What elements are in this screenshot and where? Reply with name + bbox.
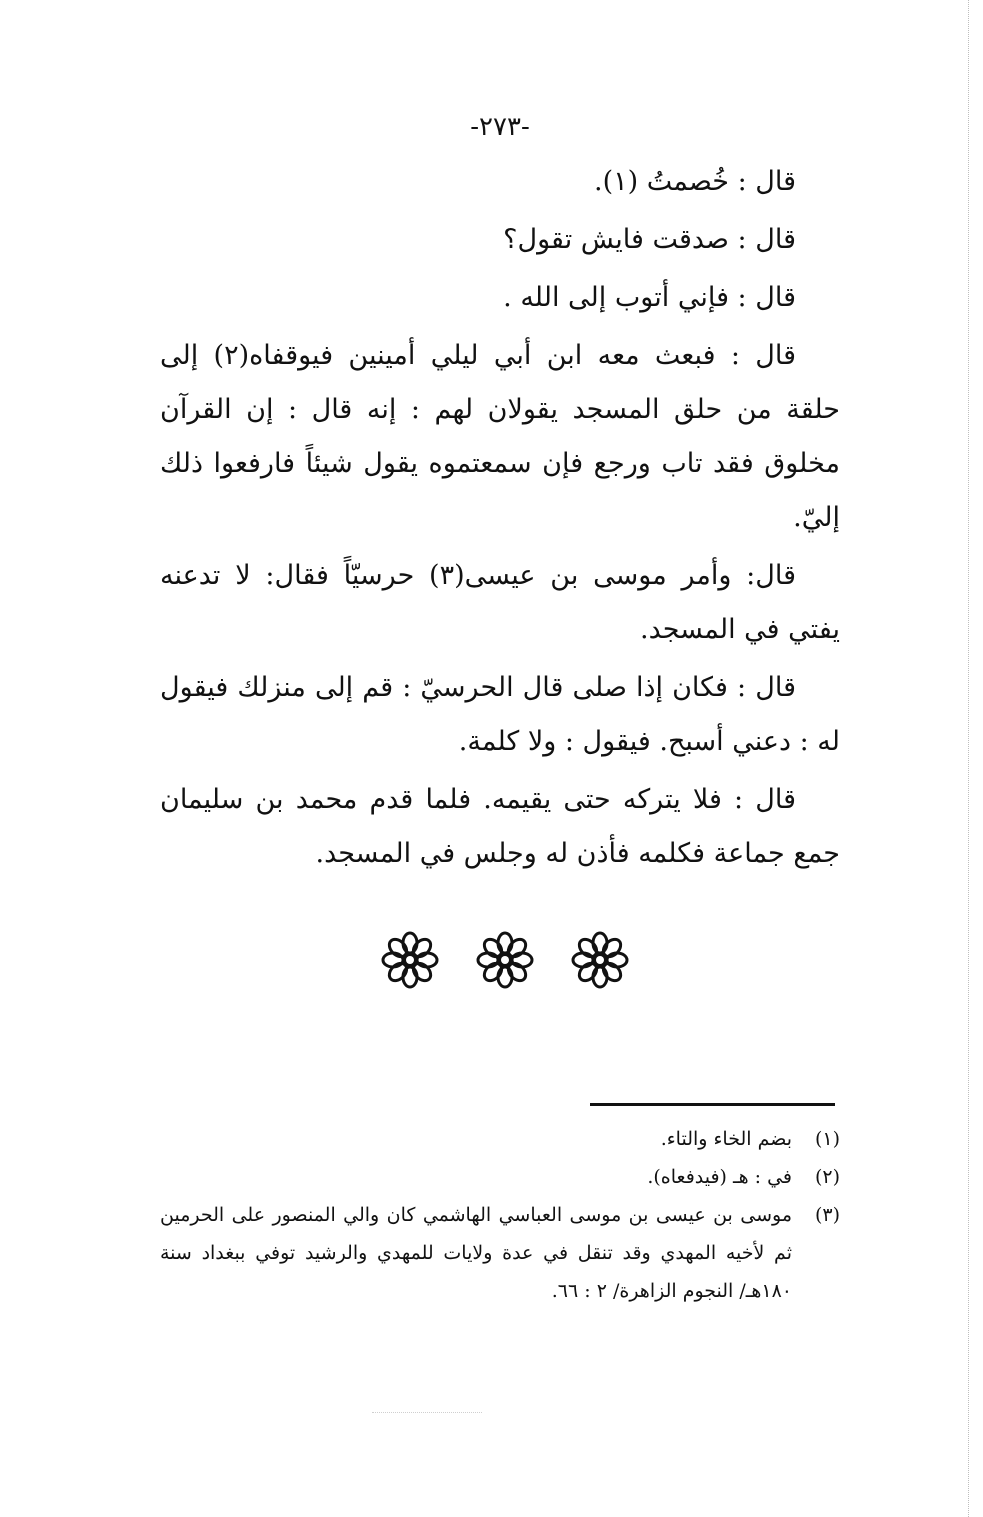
flower-ornament-icon (380, 930, 440, 990)
page-number: -٢٧٣- (470, 112, 530, 142)
paragraph-4: قال : فبعث معه ابن أبي ليلي أمينين فيوقفاه(٢) إلى حلقة من حلق المسجد يقولان لهم : إنه قال : إن القرآن مخلوق فقد تاب ورجع فإن سمعتموه يقول شيئاً فارفعوا ذلك إليّ. (160, 340, 840, 533)
footnote-divider (590, 1103, 835, 1106)
paragraph-2: قال : صدقت فايش تقول؟ (503, 224, 796, 255)
footnote-text: في : هـ (فيدفعاه). (647, 1166, 792, 1188)
scan-smudge (372, 1412, 482, 1413)
footnote-number: (١) (814, 1128, 840, 1150)
footnote-number: (٣) (814, 1204, 840, 1226)
footnote-text: بضم الخاء والتاء. (660, 1128, 792, 1150)
flower-ornament-icon (570, 930, 630, 990)
paragraph-1: قال : خُصمتُ (١). (594, 166, 796, 197)
paragraph-6: قال : فكان إذا صلى قال الحرسيّ : قم إلى منزلك فيقول له : دعني أسبح. فيقول : ولا كلمة. (160, 672, 840, 757)
footnotes (160, 1120, 840, 1310)
footnote-3 (160, 1196, 840, 1310)
footnote-1 (160, 1120, 840, 1158)
section-divider-ornaments (380, 925, 630, 995)
flower-ornament-icon (475, 930, 535, 990)
paragraph-3: قال : فإني أتوب إلى الله . (503, 282, 796, 313)
footnote-number: (٢) (814, 1166, 840, 1188)
footnote-2 (160, 1158, 840, 1196)
main-text (160, 155, 840, 885)
footnote-text: موسى بن عيسى بن موسى العباسي الهاشمي كان والي المنصور على الحرمين ثم لأخيه المهدي وقد تنقل في عدة ولايات للمهدي والرشيد توفي ببغداد سنة ١٨٠هـ/ النجوم الزاهرة/ ٢ : ٦٦. (160, 1204, 792, 1302)
paragraph-7: قال : فلا يتركه حتى يقيمه. فلما قدم محمد بن سليمان جمع جماعة فكلمه فأذن له وجلس في المسجد. (160, 784, 840, 869)
paragraph-5: قال: وأمر موسى بن عيسى(٣) حرسيّاً فقال: لا تدعنه يفتي في المسجد. (160, 560, 840, 645)
scan-edge-line (968, 0, 969, 1517)
